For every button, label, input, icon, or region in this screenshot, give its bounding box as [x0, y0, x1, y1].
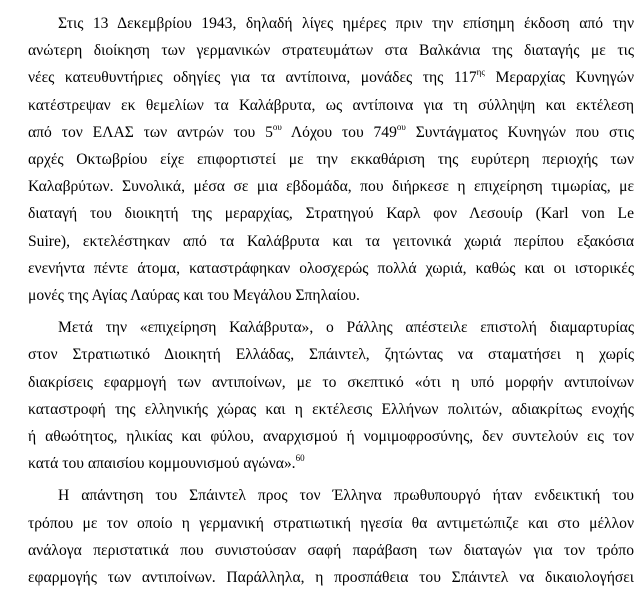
text-line: διαταγή του διοικητή της μεραρχίας, Στρατηγού Καρλ φον Λεσουίρ (Karl von Le: [28, 205, 634, 223]
text-line: Η απάντηση του Σπάιντελ προς τον Έλληνα πρωθυπουργό ήταν ενδεικτική του: [58, 487, 634, 505]
text-line: Στις 13 Δεκεμβρίου 1943, δηλαδή λίγες ημέρες πριν την επίσημη έκδοση από την: [58, 15, 634, 32]
text-line: ή αθωότητος, ηλικίας και φύλου, αναρχισμού ή νομιμοφροσύνης, δεν συντελούν εις τον: [28, 428, 634, 446]
superscript-ordinal: ου: [396, 121, 406, 132]
text-line: [28, 64, 634, 91]
text-segment: κατά του απαισίου κομμουνισμού αγώνα».: [28, 455, 296, 473]
text-line: [28, 450, 634, 477]
paragraph-kalavryta-destruction: [28, 10, 634, 309]
text-line: τρόπου με τον οποίο η γερμανική στρατιωτική ηγεσία θα αντιμετώπιζε και στο μέλλον: [28, 514, 634, 532]
footnote-reference[interactable]: 60: [295, 453, 305, 464]
text-line: διακρίσεις εφαρμογή των αντιποίνων, με το σκεπτικό «ότι η υπό μορφήν αντιποίνων: [28, 373, 634, 391]
text-line: Καλαβρύτων. Συνολικά, μέσα σε μια εβδομάδα, που διήρκεσε η επιχείρηση τιμωρίας, με: [28, 178, 634, 196]
text-segment: Λόχου του 749: [281, 123, 397, 141]
text-line: μονές της Αγίας Λαύρας και του Μεγάλου Σπηλαίου.: [28, 287, 360, 305]
text-line: Μετά την «επιχείρηση Καλάβρυτα», ο Ράλλης απέστειλε επιστολή διαμαρτυρίας: [58, 319, 634, 337]
superscript-ordinal: ης: [476, 67, 485, 78]
text-line: αρχές Οκτωβρίου είχε επιφορτιστεί με την εκκαθάριση της ευρύτερη περιοχής των: [28, 151, 634, 169]
paragraph-speidel-response: [28, 482, 634, 591]
text-line: ενενήντα πέντε άτομα, καταστράφηκαν ολοσχερώς πολλά χωριά, καθώς και οι ιστορικές: [28, 259, 634, 277]
text-line: ανώτερη διοίκηση των γερμανικών στρατευμάτων στα Βαλκάνια της διαταγής με τις: [28, 42, 634, 60]
text-segment: Μεραρχίας Κυνηγών: [484, 69, 634, 87]
text-segment: νέες κατευθυντήριες οδηγίες για τα αντίποινα, μονάδες της 117: [28, 69, 477, 87]
text-segment: Συντάγματος Κυνηγών που στις: [405, 123, 634, 141]
text-line: Suire), εκτελέστηκαν από τα Καλάβρυτα και τα γειτονικά χωριά περίπου εξακόσια: [28, 232, 634, 250]
text-line: ανάλογα περιστατικά που συνιστούσαν σαφή παράβαση των διαταγών για τον τρόπο: [28, 541, 634, 559]
text-line: κατέστρεψαν εκ θεμελίων τα Καλάβρυτα, ως αντίποινα για τη σύλληψη και εκτέλεση: [28, 96, 634, 114]
paragraph-rallis-protest: [28, 314, 634, 477]
text-line: εφαρμογής των αντιποίνων. Παράλληλα, η προσπάθεια του Σπάιντελ να δικαιολογήσει: [28, 569, 634, 587]
text-line: καταστροφή της ελληνικής χώρας και η εκτέλεσις Ελλήνων πολιτών, αδιακρίτως ενοχής: [28, 400, 634, 418]
text-line: στον Στρατιωτικό Διοικητή Ελλάδας, Σπάιντελ, ζητώντας να σταματήσει η χωρίς: [28, 346, 634, 364]
text-segment: από τον ΕΛΑΣ των αντρών του 5: [28, 123, 273, 141]
text-line: [28, 119, 634, 146]
superscript-ordinal: ου: [272, 121, 282, 132]
